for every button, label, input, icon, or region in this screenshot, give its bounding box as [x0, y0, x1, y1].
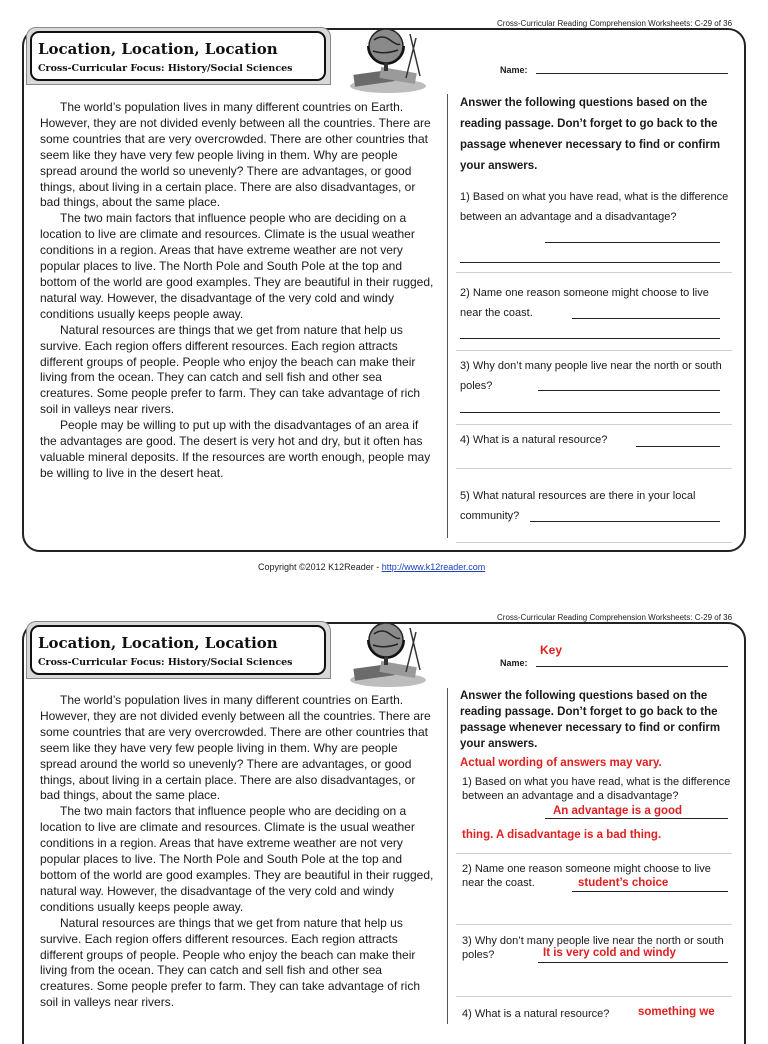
worksheet-subtitle: Cross-Curricular Focus: History/Social Sciences [38, 63, 293, 74]
k12reader-link[interactable]: http://www.k12reader.com [381, 562, 486, 572]
questions-panel [460, 688, 736, 752]
question-3: 3) Why don’t many people live near the north or south poles? [460, 360, 722, 392]
name-label: Name: [500, 658, 528, 668]
divider [456, 468, 732, 469]
divider [456, 853, 732, 854]
divider [456, 542, 732, 543]
passage-paragraph: The two main factors that influence people who are deciding on a location to live are climate and resources. Climate is the usual weather conditions in a region. Areas that have extreme weather are not very popular places to live. The North Pole and South Pole at the top and bottom of the world are good examples. They are beautiful in their rugged, natural way. However, the disadvantage of the very cold and windy conditions usually keeps people away. [40, 804, 434, 914]
worksheet-title: Location, Location, Location [38, 634, 278, 652]
name-field[interactable] [536, 73, 728, 74]
answer-key-label: Key [540, 643, 563, 657]
reading-passage [40, 100, 434, 482]
worksheet-subtitle: Cross-Curricular Focus: History/Social Sciences [38, 657, 293, 668]
globe-books-icon [340, 24, 436, 96]
answer-2: student’s choice [578, 877, 669, 889]
answer-1: An advantage is a good [553, 805, 683, 817]
worksheet-header: Cross-Curricular Reading Comprehension Worksheets: C-29 of 36 [497, 19, 733, 28]
answer-line[interactable] [572, 318, 720, 319]
name-field[interactable] [536, 666, 728, 667]
question-1: 1) Based on what you have read, what is the difference between an advantage and a disadvantage? [462, 776, 731, 802]
passage-paragraph: Natural resources are things that we get from nature that help us survive. Each region offers different resources. Each region attracts different groups of people. People who enjoy the beach can make their living from the ocean. They can catch and sell fish and other sea creatures. Some people prefer to farm. They can take advantage of rich soil in valleys near rivers. [40, 322, 420, 417]
passage-paragraph: The world’s population lives in many different countries on Earth. However, they are not divided evenly between all the countries. There are some countries that are very overcrowded. There are other countries that seem like they have very few people living in them. Why are people spread around the world so unevenly? There are advantages, or good things, about living in a certain place. There are also disadvantages, or bad things, about the same place. [40, 693, 431, 803]
divider [456, 996, 732, 997]
divider [456, 272, 732, 273]
answer-line[interactable] [538, 962, 728, 963]
title-box [30, 31, 326, 81]
divider [456, 424, 732, 425]
question-2: 2) Name one reason someone might choose to live near the coast. [462, 863, 711, 889]
answer-line[interactable] [545, 242, 720, 243]
question-4: 4) What is a natural resource? [460, 434, 608, 446]
passage-paragraph: Natural resources are things that we get from nature that help us survive. Each region offers different resources. Each region attracts different groups of people. People who enjoy the beach can make their living from the ocean. They can catch and sell fish and other sea creatures. Some people prefer to farm. They can take advantage of rich soil in valleys near rivers. [40, 915, 420, 1010]
answer-3: It is very cold and windy [543, 947, 676, 959]
instructions: Answer the following questions based on the reading passage. Don’t forget to go back to the passage whenever necessary to find or confirm your answers. [460, 97, 721, 172]
answer-line[interactable] [530, 521, 720, 522]
answer-line[interactable] [572, 891, 728, 892]
column-divider [447, 94, 448, 538]
answer-line[interactable] [460, 338, 720, 339]
question-3: 3) Why don’t many people live near the north or south poles? [462, 935, 724, 961]
instructions: Answer the following questions based on the reading passage. Don’t forget to go back to the passage whenever necessary to find or confirm your answers. [460, 690, 721, 750]
answer-line[interactable] [545, 818, 728, 819]
answer-line[interactable] [460, 262, 720, 263]
globe-books-icon [340, 618, 436, 690]
worksheet-title: Location, Location, Location [38, 40, 278, 58]
answer-line[interactable] [460, 412, 720, 413]
column-divider [447, 688, 448, 1024]
passage-paragraph: The world’s population lives in many different countries on Earth. However, they are not divided evenly between all the countries. There are some countries that are very overcrowded. There are other countries that seem like they have very few people living in them. Why are people spread around the world so unevenly? There are advantages, or good things, about living in a certain place. There are also disadvantages, or bad things, about the same place. [40, 100, 431, 210]
questions-panel [460, 93, 736, 177]
name-label: Name: [500, 65, 528, 75]
passage-paragraph: The two main factors that influence people who are deciding on a location to live are climate and resources. Climate is the usual weather conditions in a region. Areas that have extreme weather are not very popular places to live. The North Pole and South Pole at the top and bottom of the world are good examples. They are beautiful in their rugged, natural way. However, the disadvantage of the very cold and windy conditions usually keeps people away. [40, 211, 434, 321]
divider [456, 350, 732, 351]
answer-line[interactable] [636, 446, 720, 447]
question-4: 4) What is a natural resource? [462, 1008, 610, 1020]
question-2: 2) Name one reason someone might choose to live near the coast. [460, 287, 709, 319]
answer-4: something we [638, 1006, 715, 1018]
divider [456, 924, 732, 925]
passage-paragraph: People may be willing to put up with the disadvantages of an area if the advantages are good. The desert is very hot and dry, but it often has valuable mineral deposits. If the resources are worth enough, people may be willing to live in the desert heat. [40, 418, 431, 480]
copyright: Copyright ©2012 K12Reader - http://www.k12reader.com [258, 562, 486, 572]
question-5: 5) What natural resources are there in your local community? [460, 490, 696, 522]
answers-may-vary-note: Actual wording of answers may vary. [460, 757, 662, 769]
answer-1-continued: thing. A disadvantage is a bad thing. [462, 829, 662, 841]
question-1: 1) Based on what you have read, what is the difference between an advantage and a disadvantage? [460, 191, 729, 223]
title-box [30, 625, 326, 675]
answer-line[interactable] [538, 390, 720, 391]
worksheet-header: Cross-Curricular Reading Comprehension Worksheets: C-29 of 36 [497, 613, 733, 622]
reading-passage [40, 693, 434, 1011]
